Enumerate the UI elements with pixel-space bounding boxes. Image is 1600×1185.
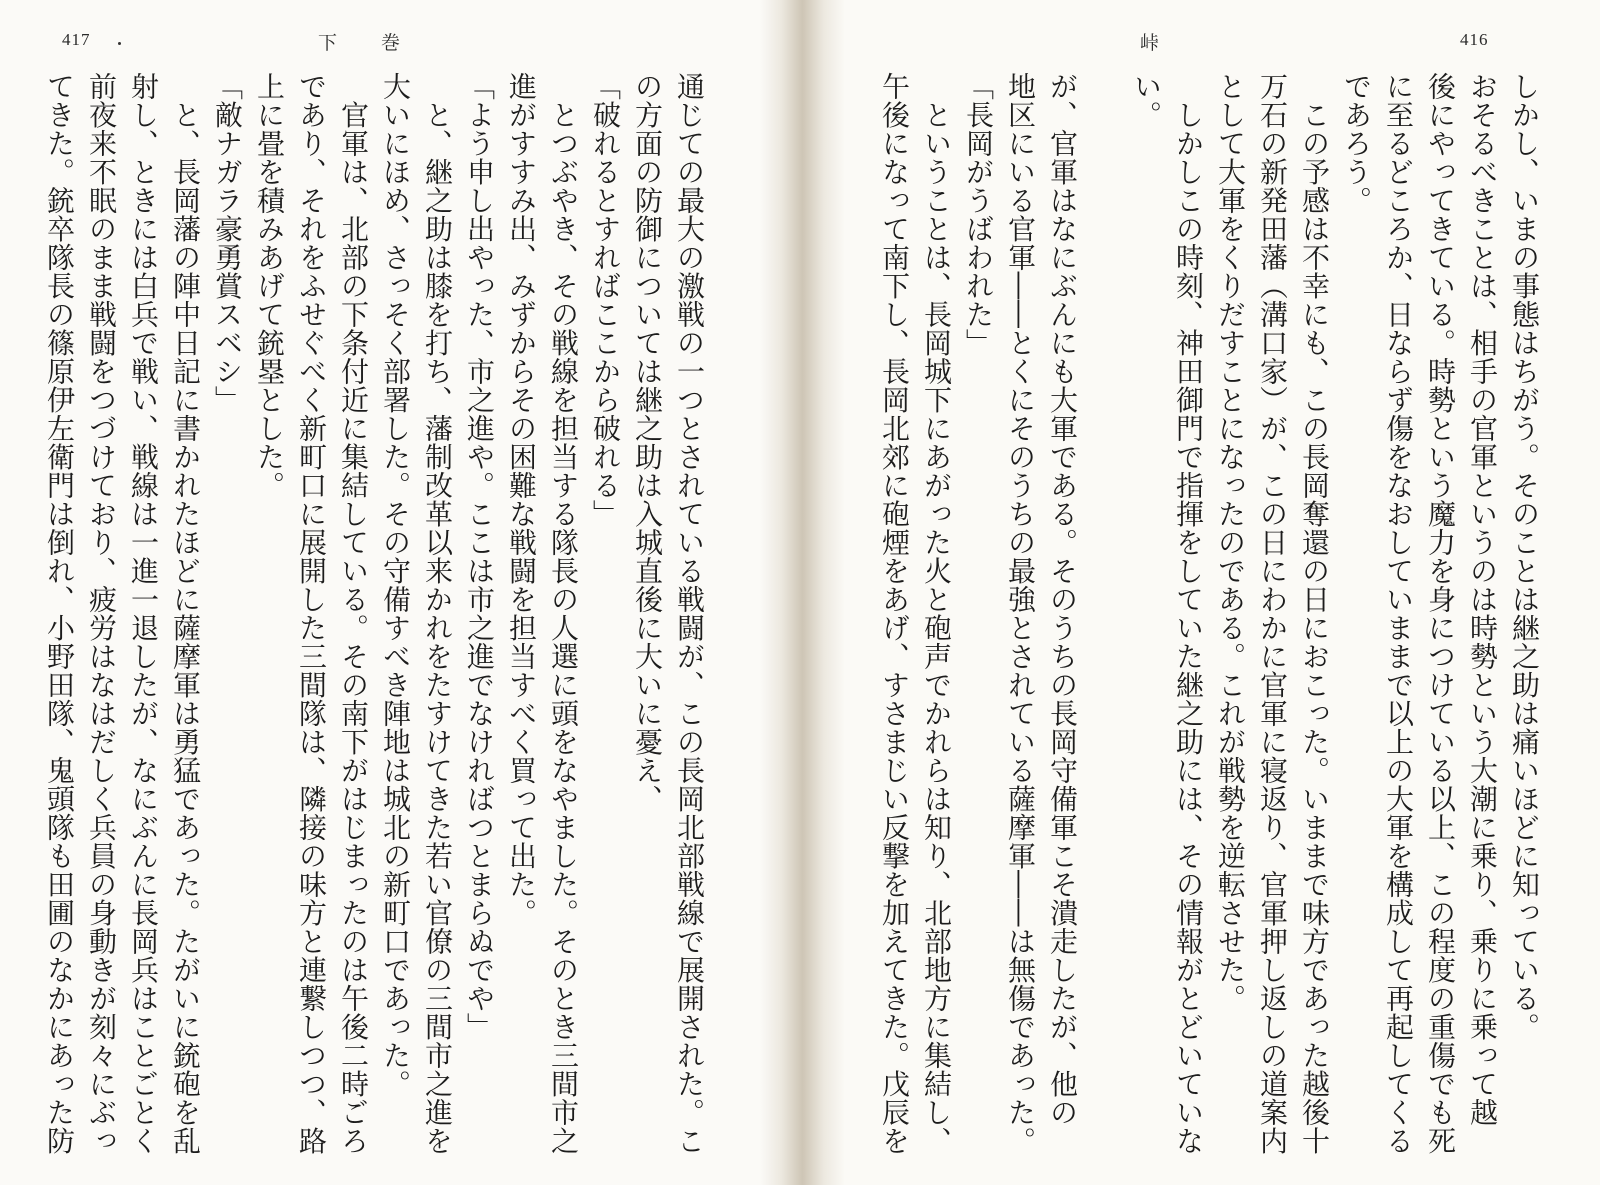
right-page-number: 416 xyxy=(1460,30,1489,49)
text-column: 前夜来不眠のまま戦闘をつづけており、疲労はなはだしく兵員の身動きが刻々にぶっ xyxy=(85,72,118,1155)
text-column: であり、それをふせぐべく新町口に展開した三間隊は、隣接の味方と連繋しつつ、路 xyxy=(295,72,328,1155)
left-page-number: 417 xyxy=(62,30,91,49)
left-page xyxy=(0,0,775,1185)
text-column: の方面の防御については継之助は入城直後に大いに憂え、 xyxy=(631,72,664,813)
left-running-header: 下巻 xyxy=(318,32,445,54)
text-column: 地区にいる官軍――とくにそのうちの最強とされている薩摩軍――は無傷であった。 xyxy=(1004,72,1037,1155)
text-column: い。 xyxy=(1130,72,1163,129)
text-column: 午後になって南下し、長岡北郊に砲煙をあげ、すさまじい反撃を加えてきた。戊辰を xyxy=(878,72,911,1155)
text-column: 後にやってきている。時勢という魔力を身につけている以上、この程度の重傷でも死 xyxy=(1424,72,1457,1155)
text-column: に至るどころか、日ならず傷をなおしていままで以上の大軍を構成して再起してくる xyxy=(1382,72,1415,1155)
text-column: と、長岡藩の陣中日記に書かれたほどに薩摩軍は勇猛であった。たがいに銃砲を乱 xyxy=(169,72,202,1155)
text-column: しかしこの時刻、神田御門で指揮をしていた継之助には、その情報がとどいていな xyxy=(1172,72,1205,1155)
text-column: 「破れるとすればここから破れる」 xyxy=(589,72,622,528)
text-column: 「長岡がうばわれた」 xyxy=(962,72,995,357)
text-column: てきた。銃卒隊長の篠原伊左衛門は倒れ、小野田隊、鬼頭隊も田圃のなかにあった防 xyxy=(43,72,76,1155)
text-column: であろう。 xyxy=(1340,72,1373,215)
text-column: 「敵ナガラ豪勇賞スベシ」 xyxy=(211,72,244,414)
text-column: 「よう申し出やった、市之進や。ここは市之進でなければつとまらぬでや」 xyxy=(463,72,496,1041)
text-column: が、官軍はなにぶんにも大軍である。そのうちの長岡守備軍こそ潰走したが、他の xyxy=(1046,72,1079,1127)
text-column: として大軍をくりだすことになったのである。これが戦勢を逆転させた。 xyxy=(1214,72,1247,1013)
right-page xyxy=(775,0,1600,1185)
text-column: 官軍は、北部の下条付近に集結している。その南下がはじまったのは午後二時ごろ xyxy=(337,72,370,1155)
text-column: 上に畳を積みあげて銃塁とした。 xyxy=(253,72,286,500)
text-column: しかし、いまの事態はちがう。そのことは継之助は痛いほどに知っている。 xyxy=(1508,72,1541,1041)
text-column: 万石の新発田藩（溝口家）が、この日にわかに官軍に寝返り、官軍押し返しの道案内 xyxy=(1256,72,1289,1155)
text-column: 通じての最大の激戦の一つとされている戦闘が、この長岡北部戦線で展開された。こ xyxy=(673,72,706,1155)
right-body-text xyxy=(873,72,1545,1155)
left-body-text xyxy=(38,72,710,1155)
header-dot-mark xyxy=(118,42,121,45)
text-column: とつぶやき、その戦線を担当する隊長の人選に頭をなやました。そのとき三間市之 xyxy=(547,72,580,1155)
text-column: 射し、ときには白兵で戦い、戦線は一進一退したが、なにぶんに長岡兵はことごとく xyxy=(127,72,160,1155)
right-running-header: 峠 xyxy=(1140,32,1204,54)
section-break xyxy=(1083,72,1125,1152)
text-column: おそるべきことは、相手の官軍というのは時勢という大潮に乗り、乗りに乗って越 xyxy=(1466,72,1499,1127)
text-column: ということは、長岡城下にあがった火と砲声でかれらは知り、北部地方に集結し、 xyxy=(920,72,953,1155)
text-column: 大いにほめ、さっそく部署した。その守備すべき陣地は城北の新町口であった。 xyxy=(379,72,412,1098)
text-column: この予感は不幸にも、この長岡奪還の日におこった。いままで味方であった越後十 xyxy=(1298,72,1331,1155)
text-column: と、継之助は膝を打ち、藩制改革以来かれをたすけてきた若い官僚の三間市之進を xyxy=(421,72,454,1155)
text-column: 進がすすみ出、みずからその困難な戦闘を担当すべく買って出た。 xyxy=(505,72,538,927)
